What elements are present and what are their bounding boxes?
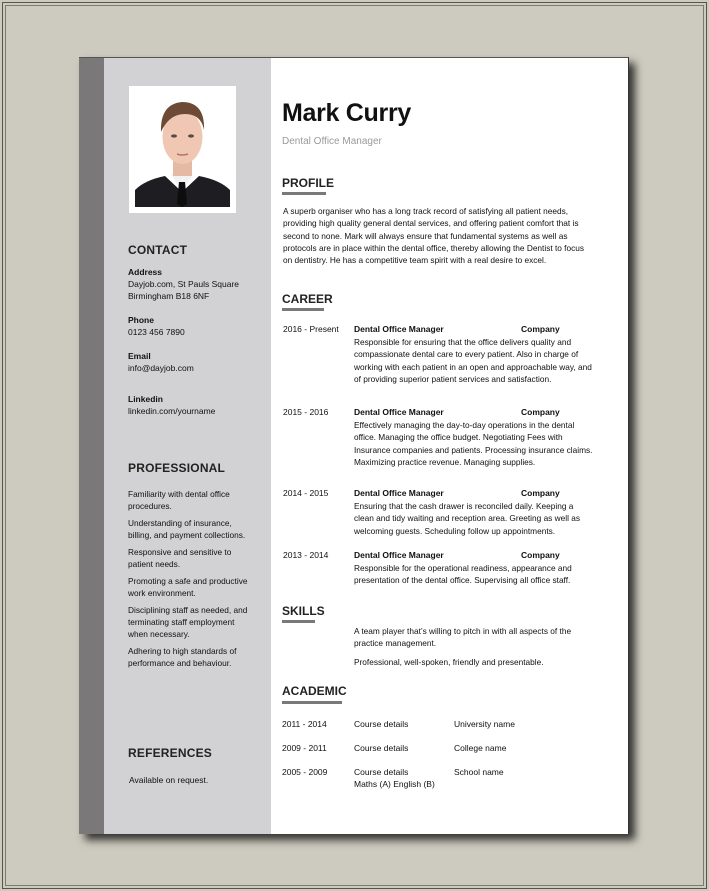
career-underline bbox=[282, 308, 324, 311]
email-value[interactable]: info@dayjob.com bbox=[128, 363, 194, 373]
job-dates: 2015 - 2016 bbox=[283, 407, 329, 417]
academic-dates: 2005 - 2009 bbox=[282, 767, 328, 777]
academic-institution: School name bbox=[454, 767, 504, 777]
job-company: Company bbox=[521, 407, 560, 417]
address-line2: Birmingham B18 6NF bbox=[128, 291, 210, 301]
list-item: Familiarity with dental office procedures. bbox=[128, 489, 230, 511]
skills-heading: SKILLS bbox=[282, 604, 325, 618]
candidate-title: Dental Office Manager bbox=[282, 136, 382, 147]
job-company: Company bbox=[521, 324, 560, 334]
main-content bbox=[271, 58, 628, 834]
job-description: Responsible for the operational readiness, appearance and presentation of the dental office. Supervising all office staff. bbox=[354, 563, 572, 586]
references-heading: REFERENCES bbox=[128, 746, 213, 760]
professional-list bbox=[128, 488, 253, 674]
academic-dates: 2011 - 2014 bbox=[282, 719, 327, 729]
list-item: Responsive and sensitive to patient needs. bbox=[128, 547, 232, 569]
address-label: Address bbox=[128, 267, 163, 277]
profile-heading: PROFILE bbox=[282, 176, 335, 190]
academic-heading: ACADEMIC bbox=[282, 684, 347, 698]
list-item: Adhering to high standards of performance and behaviour. bbox=[128, 646, 237, 668]
career-heading: CAREER bbox=[282, 292, 333, 306]
job-title: Dental Office Manager bbox=[354, 550, 444, 560]
job-title: Dental Office Manager bbox=[354, 324, 444, 334]
profile-underline bbox=[282, 192, 326, 195]
job-description: Effectively managing the day-to-day operations in the dental office. Managing the office budget. Negotiating Fees with Insurance companies and patients. Processing insurance claims. Maximizing practice revenue. Managing supplies. bbox=[354, 420, 593, 467]
job-company: Company bbox=[521, 488, 560, 498]
linkedin-value[interactable]: linkedin.com/yourname bbox=[128, 406, 216, 416]
phone-value: 0123 456 7890 bbox=[128, 327, 185, 337]
references-text: Available on request. bbox=[129, 775, 209, 785]
linkedin-block bbox=[128, 393, 263, 417]
accent-strip bbox=[79, 58, 104, 834]
phone-label: Phone bbox=[128, 315, 154, 325]
list-item: Promoting a safe and productive work environment. bbox=[128, 576, 248, 598]
job-dates: 2013 - 2014 bbox=[283, 550, 329, 560]
academic-underline bbox=[282, 701, 342, 704]
job-title: Dental Office Manager bbox=[354, 407, 444, 417]
address-block bbox=[128, 266, 263, 302]
email-block bbox=[128, 350, 263, 374]
skill-item: Professional, well-spoken, friendly and presentable. bbox=[354, 657, 544, 667]
job-dates: 2016 - Present bbox=[283, 324, 339, 334]
linkedin-label: Linkedin bbox=[128, 394, 163, 404]
academic-dates: 2009 - 2011 bbox=[282, 743, 327, 753]
address-line1: Dayjob.com, St Pauls Square bbox=[128, 279, 240, 289]
phone-block bbox=[128, 314, 263, 338]
professional-heading: PROFESSIONAL bbox=[128, 461, 226, 475]
job-dates: 2014 - 2015 bbox=[283, 488, 329, 498]
job-title: Dental Office Manager bbox=[354, 488, 444, 498]
email-label: Email bbox=[128, 351, 151, 361]
job-company: Company bbox=[521, 550, 560, 560]
academic-institution: College name bbox=[454, 743, 507, 753]
job-description: Responsible for ensuring that the office delivers quality and compassionate dental care to every patient. Also in charge of working with each patient in an open and approachable way, and of providing superior patient services and satisfaction. bbox=[354, 337, 592, 384]
profile-text: A superb organiser who has a long track record of satisfying all patient needs, providing high quality general dental services, and offering patient comfort that is second to none. Mark will always ensure that fundamental systems as well as protocols are in place within the dental office, thereby allowing the Dentist to focus on dentistry. He has a competitive team spirit with a real desire to excel. bbox=[283, 206, 585, 266]
contact-heading: CONTACT bbox=[128, 243, 188, 257]
candidate-name: Mark Curry bbox=[282, 99, 411, 127]
academic-institution: University name bbox=[454, 719, 515, 729]
profile-photo bbox=[129, 86, 236, 213]
skill-item: A team player that’s willing to pitch in with all aspects of the practice management. bbox=[354, 626, 572, 649]
skills-underline bbox=[282, 620, 315, 623]
person-portrait-icon bbox=[135, 92, 230, 207]
list-item: Disciplining staff as needed, and terminating staff employment when necessary. bbox=[128, 605, 248, 639]
job-description: Ensuring that the cash drawer is reconciled daily. Keeping a clean and tidy waiting and reception area. Greeting as well as welcoming guests. Scheduling follow up appointments. bbox=[354, 501, 580, 536]
resume-page bbox=[79, 57, 629, 834]
list-item: Understanding of insurance, billing, and payment collections. bbox=[128, 518, 246, 540]
academic-course: Course details bbox=[354, 767, 409, 777]
academic-course: Course details bbox=[354, 743, 409, 753]
sidebar bbox=[104, 58, 271, 834]
academic-course: Course details bbox=[354, 719, 409, 729]
academic-grades: Maths (A) English (B) bbox=[354, 779, 435, 789]
